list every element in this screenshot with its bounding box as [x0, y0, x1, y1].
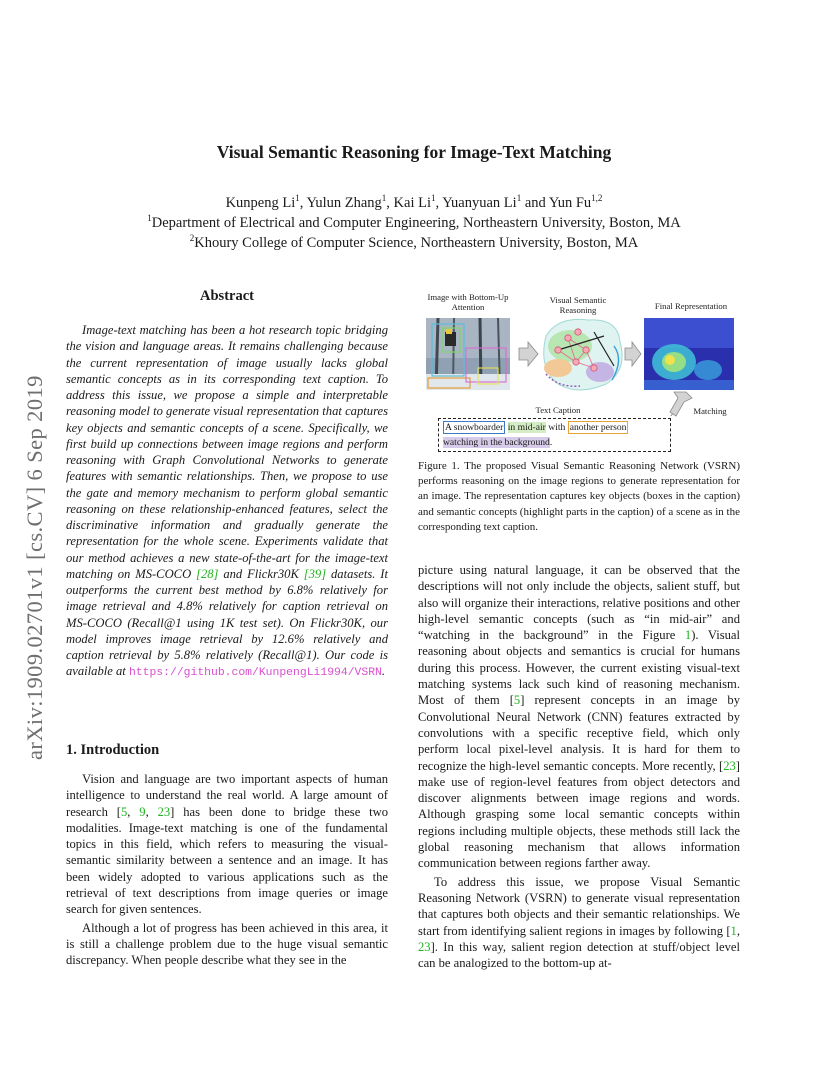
arxiv-stamp: arXiv:1909.02701v1 [cs.CV] 6 Sep 2019: [22, 375, 47, 760]
intro-text: ,: [145, 804, 158, 819]
author-sup: 1: [430, 193, 436, 204]
citation-link[interactable]: 9: [139, 804, 146, 819]
caption-object-person: another person: [569, 422, 627, 433]
body-text: ]. In this way, salient region detection at stuff/object level can be analogized to the bottom-up at-: [418, 939, 740, 971]
abstract-text: .: [381, 664, 386, 679]
figure-label-matching: Matching: [693, 406, 727, 416]
author-sup: 1: [516, 193, 522, 204]
citation-link[interactable]: 23: [418, 939, 431, 954]
citation-link[interactable]: [28]: [196, 566, 219, 581]
affiliation-2: [0, 233, 828, 253]
final-representation-image: [644, 318, 734, 390]
body-text: ,: [736, 923, 740, 938]
figure-label-middle: Visual Semantic Reasoning: [549, 295, 607, 315]
body-text: picture using natural language, it can be observed that the descriptions will not only include the objects, salient stuff, but also will organize their interactions, relative positions and other high-level semantic concepts (such as “in mid-air” and “watching in the background” in the Figure: [418, 563, 740, 643]
citation-link[interactable]: 5: [120, 804, 128, 819]
affiliation-sup: 1: [147, 213, 152, 224]
intro-text: ,: [127, 804, 140, 819]
citation-link[interactable]: [39]: [303, 566, 327, 581]
author-name: , Kai Li: [386, 195, 431, 211]
author-name: Kunpeng Li: [225, 195, 296, 211]
body-text: ] make use of region-level features from object detectors and discover alignments between image regions and words. Although grasping some local semantic concepts within regions including multiple objects, these methods still lack the global reasoning mechanism that allows information communication between regions farther away.: [418, 758, 740, 871]
body-text: ] represent concepts in an image by Convolutional Neural Network (CNN) features extracted by convolutions with a specific receptive field, which only perform local pixel-level analysis. It is hard for them to recognize the high-level semantic concepts. More recently, [: [418, 693, 740, 773]
arrow-right-icon: [519, 342, 538, 366]
affiliation-text: Department of Electrical and Computer Engineering, Northeastern University, Boston, MA: [151, 215, 681, 231]
caption-concept-midair: in mid-air: [507, 422, 546, 433]
abstract-text: datasets. It outperforms the current best method by 6.8% relatively for image retrieval and 4.8% relatively for caption retrieval on MS-COCO (Recall@1 using 1K test set). On Flickr30K, our model improves image retrieval by 12.6% relatively and caption retrieval by 5.8% relatively (Recall@1). Our code is available at: [66, 566, 388, 679]
abstract-heading: Abstract: [200, 288, 254, 304]
affiliation-sup: 2: [189, 233, 195, 244]
figure-text-caption-box: [438, 418, 671, 452]
intro-text: ] has been done to bridge these two modalities. Image-text matching is one of the fundamental topics in this field, which refers to measuring the visual-semantic similarity between a sentence and an image. It has been widely adopted to various applications such as the retrieval of text descriptions from image queries or image search for given sentences.: [66, 804, 389, 917]
intro-body: [66, 771, 388, 969]
intro-text: Vision and language are two important aspects of human intelligence to understand the real world. A large amount of research [: [66, 772, 388, 819]
author-sup: 1: [295, 193, 300, 204]
caption-word: with: [545, 422, 568, 433]
caption-word: .: [549, 437, 553, 448]
code-url-link[interactable]: https://github.com/KunpengLi1994/VSRN: [128, 667, 382, 680]
paper-title: Visual Semantic Reasoning for Image-Text Matching: [216, 142, 612, 162]
citation-link[interactable]: 5: [513, 693, 521, 708]
intro-paragraph-2: Although a lot of progress has been achieved in this area, it is still a challenge problem due to the huge visual semantic discrepancy. When people describe what they see in the: [66, 920, 388, 968]
reasoning-graph: [544, 319, 622, 390]
figure-label-left: Image with Bottom-Up Attention: [427, 292, 509, 312]
affiliation-1: [0, 213, 828, 233]
abstract-body: [66, 322, 388, 682]
citation-link[interactable]: 1: [730, 923, 737, 938]
body-text: ). Visual reasoning about objects and semantics is crucial for humans during this process. However, the current existing visual-text matching systems lack such kind of reasoning mechanism. Most of them [: [418, 628, 740, 708]
figure-1-caption: Figure 1. The proposed Visual Semantic Reasoning Network (VSRN) performs reasoning on the image regions to generate representation for an image. The representation captures key objects (boxes in the caption) and semantic concepts (highlight parts in the caption) of a scene as in the corresponding text caption.: [418, 460, 740, 533]
caption-concept-background: watching in the background: [443, 437, 550, 448]
arrow-right-icon: [625, 342, 641, 366]
citation-link[interactable]: 23: [723, 758, 736, 773]
intro-heading: 1. Introduction: [66, 742, 160, 758]
author-name: , Yuanyuan Li: [435, 195, 517, 211]
author-name: , Yulun Zhang: [299, 195, 382, 211]
abstract-text: Image-text matching has been a hot research topic bridging the vision and language areas. It remains challenging because the current representation of image usually lacks global semantic concepts as in its corresponding text caption. To address this issue, we propose a simple and interpretable reasoning model to generate visual representation that captures key objects and semantic concepts of a scene. Specifically, we first build up connections between image regions and perform reasoning with Graph Convolutional Networks to generate features with semantic relationships. Then, we propose to use the gate and memory mechanism to perform global semantic reasoning on these relationship-enhanced features, select the discriminative information and gradually generate the representation for the whole scene. Experiments validate that our method achieves a new state-of-the-art for the image-text matching on MS-COCO: [66, 323, 388, 581]
author-sup: 1: [381, 193, 387, 204]
right-column-body: [418, 562, 740, 971]
figure-label-text-caption: Text Caption: [535, 405, 581, 415]
author-list: [0, 193, 828, 213]
author-name: and Yun Fu: [521, 195, 592, 211]
affiliation-text: Khoury College of Computer Science, Northeastern University, Boston, MA: [194, 235, 639, 251]
author-sup: 1,2: [591, 193, 603, 204]
abstract-text: and Flickr30K: [218, 566, 304, 581]
bottom-up-attention-image: [426, 318, 510, 390]
figure-label-right: Final Representation: [654, 301, 728, 311]
caption-object-snowboarder: A snowboarder: [445, 422, 504, 433]
figure-ref-link[interactable]: 1: [684, 628, 692, 643]
body-text: To address this issue, we propose Visual Semantic Reasoning Network (VSRN) to generate visual representation that captures both objects and their semantic relationships. We start from identifying salient regions in images by following [: [418, 874, 740, 938]
citation-link[interactable]: 23: [157, 804, 171, 819]
